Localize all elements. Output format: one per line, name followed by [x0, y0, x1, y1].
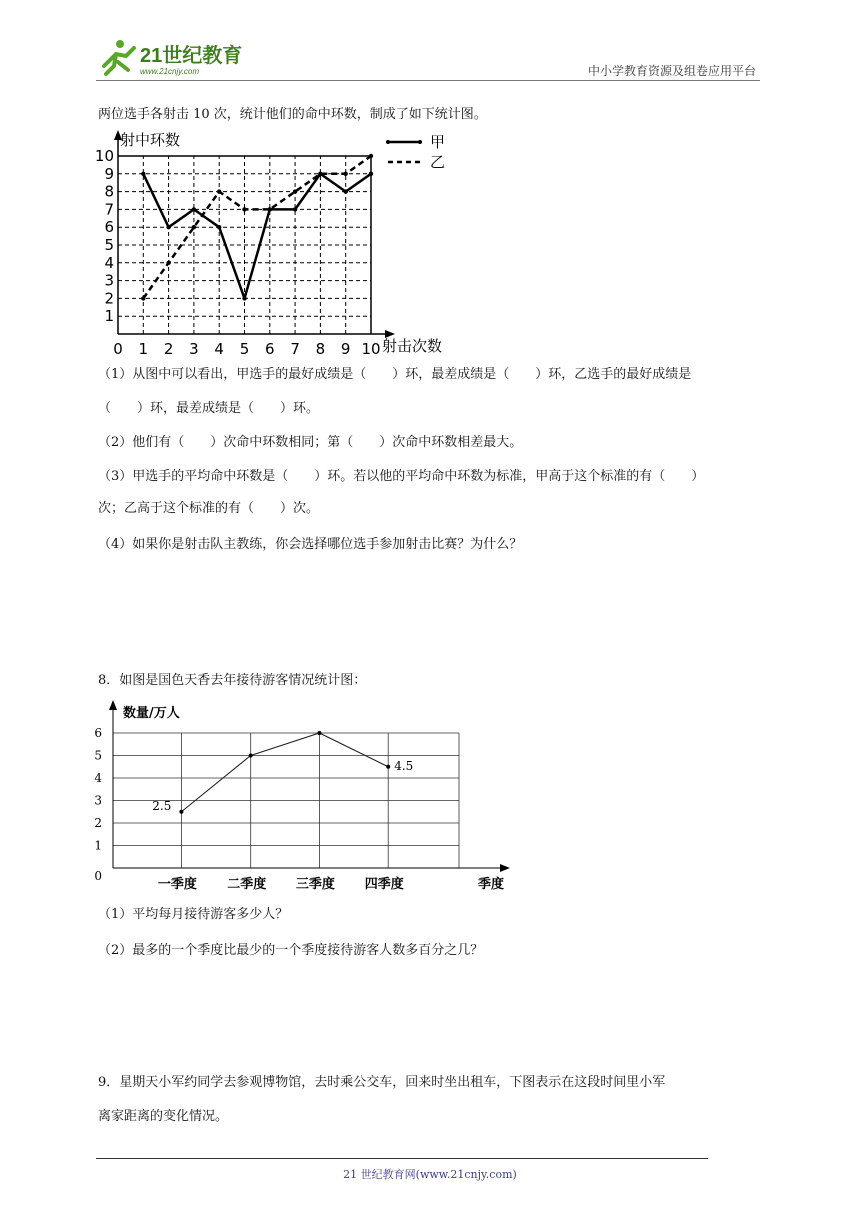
chart1-x-tick: 1 — [138, 340, 149, 358]
chart2-y-tick: 0 — [94, 869, 102, 883]
chart1-y-tick: 3 — [104, 271, 114, 290]
chart1-y-tick: 2 — [104, 289, 114, 308]
chart1-point — [268, 207, 272, 211]
q9-line1: 9．星期天小军约同学去参观博物馆，去时乘公交车，回来时坐出租车，下图表示在这段时间里小军 — [98, 1075, 666, 1090]
chart2-ylabel: 数量/万人 — [123, 706, 180, 721]
chart1-y-tick: 9 — [104, 164, 114, 183]
tourist-line-chart — [90, 696, 520, 896]
chart2-point — [249, 754, 253, 758]
q7-part3-line1: （3）甲选手的平均命中环数是（ ）环。若以他的平均命中环数为标准，甲高于这个标准的有（ ） — [98, 469, 705, 484]
chart1-axes — [114, 130, 395, 338]
chart1-x-tick: 0 — [113, 340, 123, 358]
q7-part2: （2）他们有（ ）次命中环数相同；第（ ）次命中环数相差最大。 — [98, 435, 523, 450]
chart2-y-tick: 2 — [94, 816, 102, 830]
q7-part1-line2: （ ）环，最差成绩是（ ）环。 — [98, 401, 320, 416]
chart1-x-tick: 7 — [290, 340, 300, 358]
chart2-y-tick: 5 — [94, 748, 102, 763]
platform-title: 中小学教育资源及组卷应用平台 — [587, 64, 756, 78]
chart1-xlabel: 射击次数 — [382, 337, 443, 355]
chart1-point — [166, 225, 170, 229]
legend-point-jia — [386, 140, 390, 144]
chart1-x-tick: 8 — [315, 340, 326, 358]
chart2-data-label: 2.5 — [152, 798, 172, 813]
q8-part2: （2）最多的一个季度比最少的一个季度接待游客人数多百分之几？ — [98, 943, 484, 958]
legend-label-jia: 甲 — [430, 133, 446, 151]
chart1-point — [217, 225, 221, 229]
chart1-point — [242, 296, 246, 300]
footer-text: 21 世纪教育网(www.21cnjy.com) — [343, 1168, 517, 1181]
chart1-x-tick: 6 — [265, 340, 275, 358]
chart1-point — [141, 172, 145, 176]
q7-part1-line1: （1）从图中可以看出，甲选手的最好成绩是（ ）环，最差成绩是（ ）环，乙选手的最好成绩是 — [98, 367, 692, 382]
chart1-x-tick: 9 — [340, 340, 351, 358]
chart1-point — [318, 172, 322, 176]
chart1-point — [141, 296, 145, 300]
chart1-x-tick: 10 — [361, 340, 381, 358]
footer-divider — [96, 1158, 708, 1159]
header-divider — [96, 80, 760, 81]
chart1-legend — [386, 133, 445, 171]
chart1-point — [369, 172, 373, 176]
chart1-x-tick: 2 — [163, 340, 174, 358]
legend-label-yi: 乙 — [430, 153, 446, 171]
chart2-x-tick: 四季度 — [364, 877, 404, 892]
chart1-y-tick: 6 — [104, 218, 114, 237]
legend-point-jia — [418, 140, 422, 144]
chart2-xlabel: 季度 — [478, 877, 505, 892]
chart2-point — [317, 731, 321, 735]
chart2-x-arrow — [500, 864, 510, 872]
chart1-point — [344, 172, 348, 176]
q8-title: 8．如图是国色天香去年接待游客情况统计图： — [98, 673, 367, 688]
chart1-point — [192, 225, 196, 229]
chart1-point — [344, 189, 348, 193]
chart1-x-tick: 4 — [214, 340, 224, 358]
q9-line2: 离家距离的变化情况。 — [98, 1109, 229, 1124]
chart1-y-tick: 8 — [104, 182, 114, 201]
chart1-x-tick: 3 — [189, 340, 199, 358]
chart1-y-tick: 1 — [104, 307, 114, 326]
chart1-point — [192, 207, 196, 211]
chart2-data-label: 4.5 — [394, 758, 414, 773]
chart1-ticks — [95, 147, 381, 358]
chart1-point — [293, 207, 297, 211]
chart2-x-tick: 二季度 — [227, 877, 267, 892]
chart1-point — [369, 154, 373, 158]
chart2-x-tick: 三季度 — [295, 877, 335, 892]
logo-text: 21世纪教育 — [140, 45, 243, 67]
chart2-y-tick: 6 — [94, 726, 102, 740]
chart2-series-line — [181, 733, 388, 812]
site-logo — [96, 36, 266, 80]
logo-url: www.21cnjy.com — [140, 67, 199, 76]
q7-part4: （4）如果你是射击队主教练，你会选择哪位选手参加射击比赛？为什么？ — [98, 537, 523, 552]
chart1-point — [217, 189, 221, 193]
chart1-y-tick: 10 — [94, 147, 114, 165]
chart1-y-tick: 7 — [104, 200, 114, 219]
chart1-point — [166, 261, 170, 265]
chart1-y-tick: 5 — [104, 236, 114, 254]
chart1-ylabel: 射中环数 — [120, 131, 181, 149]
chart1-x-tick: 5 — [239, 340, 250, 358]
chart2-y-tick: 1 — [94, 838, 102, 853]
q7-intro: 两位选手各射击 10 次，统计他们的命中环数，制成了如下统计图。 — [98, 107, 487, 122]
chart2-point — [386, 765, 390, 769]
runner-icon — [104, 40, 134, 74]
chart2-series — [152, 731, 413, 814]
chart1-series-jia — [143, 174, 371, 299]
chart2-y-tick: 3 — [94, 793, 102, 808]
chart2-y-arrow — [109, 700, 117, 710]
chart2-y-tick: 4 — [94, 771, 102, 785]
chart2-x-tick: 一季度 — [157, 877, 197, 892]
chart2-point — [179, 810, 183, 814]
q8-part1: （1）平均每月接待游客多少人？ — [98, 907, 289, 922]
chart2-axes — [109, 700, 510, 872]
shooting-line-chart — [94, 128, 458, 358]
chart1-point — [293, 189, 297, 193]
chart1-y-tick: 4 — [104, 253, 114, 272]
chart2-ticks — [94, 726, 403, 892]
q7-part3-line2: 次；乙高于这个标准的有（ ）次。 — [98, 501, 320, 516]
chart1-point — [242, 207, 246, 211]
